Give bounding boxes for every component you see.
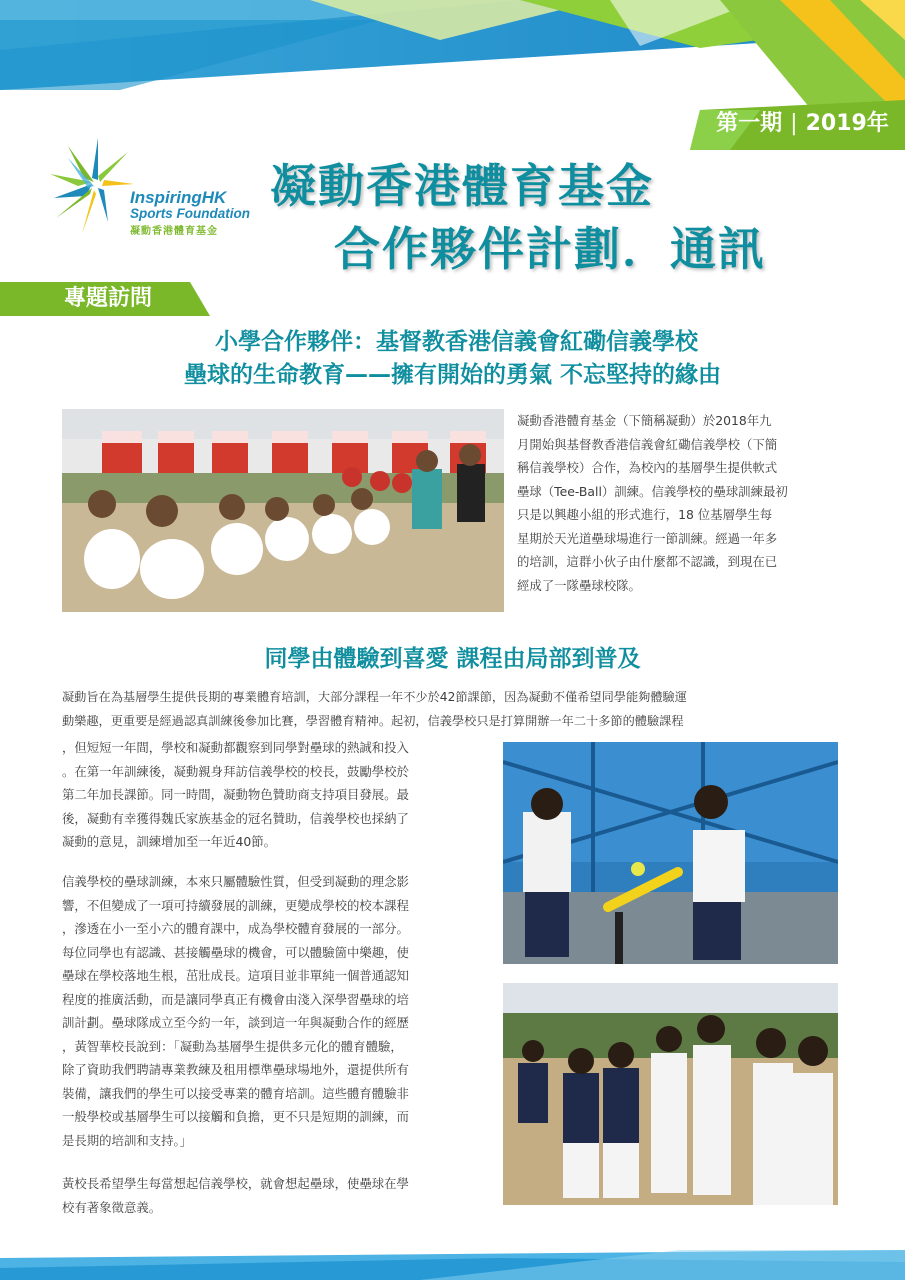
text-line: 。在第一年訓練後，凝動親身拜訪信義學校的校長，鼓勵學校於	[62, 763, 409, 779]
text-line: 月開始與基督教香港信義會紅磡信義學校（下簡	[517, 436, 778, 452]
issue-label	[700, 104, 905, 144]
body-paragraph-2	[62, 870, 492, 1152]
logo-burst-icon	[48, 138, 134, 234]
intro-paragraph	[517, 409, 847, 597]
issue-year: 2019年	[805, 111, 889, 136]
text-line: 凝動旨在為基層學生提供長期的專業體育培訓，大部分課程一年不少於42節課節，因為凝動不僅希望同學能夠體驗運	[62, 690, 687, 704]
text-line: 是長期的培訓和支持。」	[62, 1132, 193, 1148]
text-line: 星期於天光道壘球場進行一節訓練。經過一年多	[517, 530, 778, 546]
text-line: 訓計劃。壘球隊成立至今約一年，談到這一年與凝動合作的經歷	[62, 1015, 409, 1030]
text-line: 校有著象徵意義。	[62, 1199, 162, 1215]
logo-name-en: InspiringHK	[130, 188, 227, 207]
newsletter-title-line1: 凝動香港體育基金	[270, 159, 654, 213]
text-line: 動樂趣，更重要是經過認真訓練後參加比賽，學習體育精神。起初，信義學校只是打算開辦一年二十多節的體驗課程	[62, 713, 684, 728]
text-line: 壘球（Tee-Ball）訓練。信義學校的壘球訓練最初	[517, 483, 788, 499]
text-line: 第二年加長課節。同一時間，凝動物色贊助商支持項目發展。最	[62, 787, 409, 802]
text-line: 稱信義學校）合作，為校內的基層學生提供軟式	[517, 460, 778, 475]
text-line: 黃校長希望學生每當想起信義學校，就會想起壘球，使壘球在學	[62, 1176, 409, 1191]
text-line: ，但短短一年間，學校和凝動都觀察到同學對壘球的熱誠和投入	[62, 740, 409, 755]
body-paragraph-full	[62, 686, 842, 733]
text-line: ，滲透在小一至小六的體育課中，成為學校體育發展的一部分。	[62, 921, 409, 936]
inspiringhk-logo	[48, 138, 258, 238]
photo-team-handshake	[503, 983, 838, 1205]
issue-number: 第一期	[716, 111, 783, 136]
footer-decoration	[0, 1250, 905, 1280]
text-line: 除了資助我們聘請專業教練及租用標準壘球場地外，還提供所有	[62, 1062, 409, 1077]
article-headline-line2: 壘球的生命教育——擁有開始的勇氣 不忘堅持的緣由	[183, 362, 721, 388]
text-line: 程度的推廣活動，而是讓同學真正有機會由淺入深學習壘球的培	[62, 991, 409, 1007]
logo-name-zh: 凝動香港體育基金	[130, 226, 218, 237]
photo-team-group	[62, 409, 504, 612]
issue-separator: |	[790, 111, 798, 136]
text-line: 的培訓，這群小伙子由什麼都不認識，到現在已	[517, 554, 778, 569]
text-line: 凝動的意見，訓練增加至一年近40節。	[62, 834, 277, 849]
text-line: 壘球在學校落地生根，茁壯成長。這項目並非單純一個普通認知	[62, 968, 409, 983]
text-line: 後，凝動有幸獲得魏氏家族基金的冠名贊助，信義學校也採納了	[62, 810, 409, 826]
section-tag-label: 專題訪問	[64, 286, 153, 311]
article-headline-line1: 小學合作夥伴：基督教香港信義會紅磡信義學校	[215, 329, 698, 355]
newsletter-title-line2: 合作夥伴計劃．通訊	[334, 222, 766, 276]
text-line: 信義學校的壘球訓練，本來只屬體驗性質，但受到凝動的理念影	[62, 874, 409, 889]
text-line: 凝動香港體育基金（下簡稱凝動）於2018年九	[517, 413, 772, 428]
body-paragraph-1	[62, 736, 492, 854]
text-line: 一般學校或基層學生可以接觸和負擔，更不只是短期的訓練，而	[62, 1109, 409, 1124]
body-paragraph-3	[62, 1172, 492, 1219]
photo-batting-practice	[503, 742, 838, 964]
text-line: 經成了一隊壘球校隊。	[517, 577, 641, 593]
text-line: 響，不但變成了一項可持續發展的訓練，更變成學校的校本課程	[62, 897, 409, 913]
text-line: 每位同學也有認識、甚接觸壘球的機會，可以體驗箇中樂趣，使	[62, 944, 409, 960]
text-line: 只是以興趣小組的形式進行，18 位基層學生每	[517, 507, 773, 522]
section-tag	[0, 282, 210, 318]
text-line: 裝備，讓我們的學生可以接受專業的體育培訓。這些體育體驗非	[62, 1085, 409, 1101]
logo-subname-en: Sports Foundation	[130, 206, 250, 221]
section-subheading: 同學由體驗到喜愛 課程由局部到普及	[264, 646, 641, 672]
text-line: ，黃智華校長說到：「凝動為基層學生提供多元化的體育體驗，	[62, 1038, 403, 1054]
